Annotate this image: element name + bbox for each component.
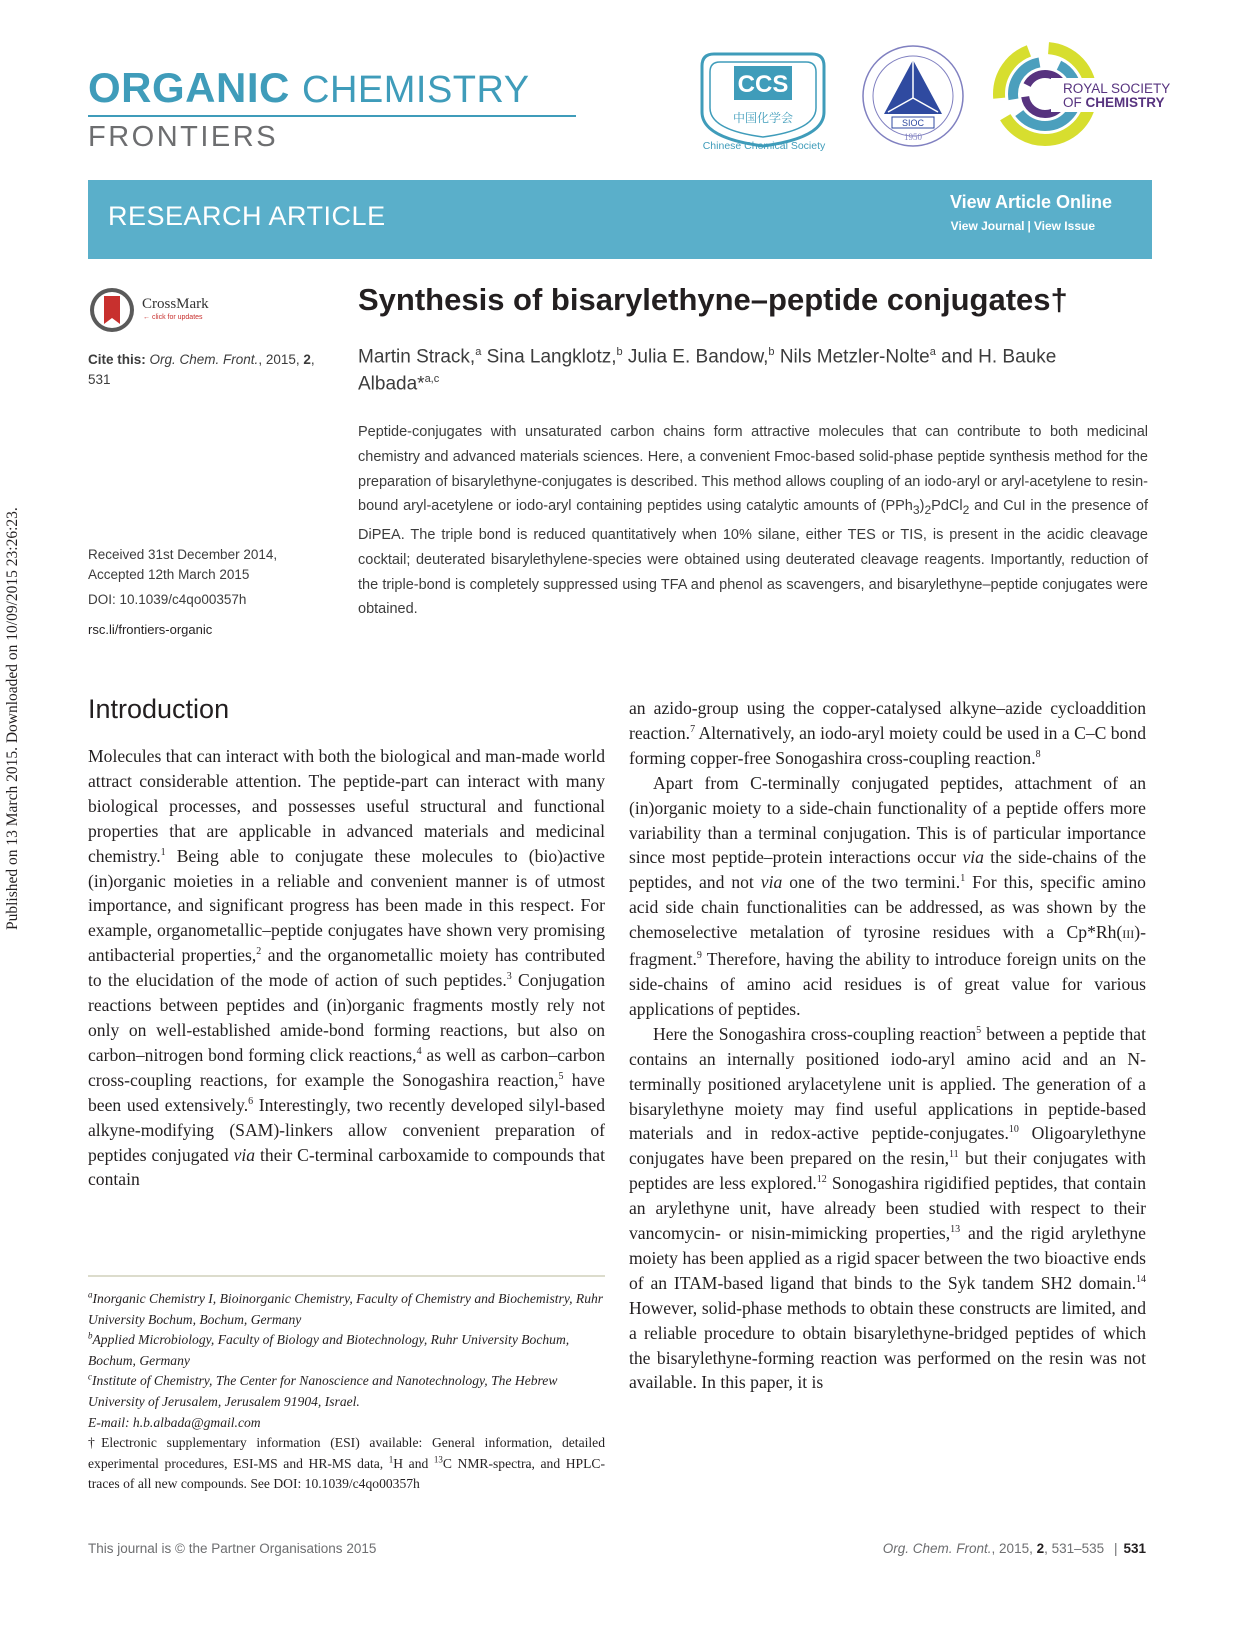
article-type-banner	[88, 180, 1152, 259]
affiliation-a: $^a$Inorganic Chemistry I, Bioinorganic Chemistry, Faculty of Chemistry and Biochemistry, Ruhr University Bochum, Bochum, Germany	[88, 1289, 604, 1327]
publication-stamp: Published on 13 March 2015. Downloaded on 10/09/2015 23:26:23.	[4, 507, 21, 930]
view-article-online-link[interactable]: View Article Online	[949, 192, 1112, 212]
view-issue-link[interactable]: View Issue	[1033, 219, 1095, 233]
page-number: 531	[1123, 1541, 1146, 1556]
article-type-label: RESEARCH ARTICLE	[108, 201, 386, 231]
journal-title	[88, 64, 530, 112]
cite-volume: 2	[303, 352, 311, 367]
doi[interactable]: DOI: 10.1039/c4qo00357h	[88, 592, 247, 607]
paragraph: Molecules that can interact with both the biological and man-made world attract considerable attention. The peptide-part can interact with many biological processes, and possesses useful structural and functional properties that are applicable in advanced materials and medicinal chemistry.$^1$ Being able to conjugate these molecules to (bio)active (in)organic moieties in a reliable and convenient manner is of utmost importance, and significant progress has been made in this respect. For example, organometallic–peptide conjugates have shown very promising antibacterial properties,$^2$ and the organometallic moiety has contributed to the elucidation of the mode of action of such peptides.$^3$ Conjugation reactions between peptides and (in)organic fragments mostly rely not only on well-established amide-bond forming reactions, but also on carbon–nitrogen bond forming click reactions,$^4$ as well as carbon–carbon cross-coupling reactions, for example the Sonogashira reaction,$^5$ have been used extensively.$^6$ Interestingly, two recently developed silyl-based alkyne-modifying (SAM)-linkers allow convenient preparation of peptides conjugated via their C-terminal carboxamide to compounds that contain	[88, 746, 605, 1190]
sioc-logo	[858, 42, 968, 150]
received-dates	[88, 545, 328, 585]
author: Sina Langklotz,	[481, 346, 617, 368]
ccs-mark: CCS	[737, 71, 789, 98]
section-heading-introduction: Introduction	[88, 694, 230, 724]
footer-separator: |	[1113, 1541, 1118, 1556]
copyright-footer: This journal is © the Partner Organisations 2015	[88, 1541, 377, 1556]
view-journal-link[interactable]: View Journal	[950, 219, 1025, 233]
crossmark-icon	[88, 286, 136, 334]
ccs-chinese-name: 中国化学会	[732, 111, 794, 125]
affiliation-b: $^b$Applied Microbiology, Faculty of Biology and Biotechnology, Ruhr University Bochum, Bochum, Germany	[88, 1330, 570, 1368]
footer-journal: Org. Chem. Front.	[882, 1541, 992, 1556]
author: Martin Strack,	[358, 346, 476, 368]
journal-link[interactable]: rsc.li/frontiers-organic	[88, 622, 213, 637]
author-list: Martin Strack,$^a$ Sina Langklotz,$^b$ Julia E. Bandow,$^b$ Nils Metzler-Nolte$^a$ and H. Bauke Albada*$^{a,c}$	[358, 346, 1057, 395]
footer-volume: 2	[1036, 1541, 1045, 1556]
author: Julia E. Bandow,	[622, 346, 769, 368]
paragraph: Apart from C-terminally conjugated peptides, attachment of an (in)organic moiety to a side-chain functionality of a peptide offers more variability than a terminal conjugation. This is of particular importance since most peptide–protein interactions occur via the side-chains of the peptides, and not via one of the two termini.$^1$ For this, specific amino acid side chain functionalities can be addressed, as was shown by the chemoselective metalation of tyrosine residues with a Cp*Rh(III)-fragment.$^9$ Therefore, having the ability to introduce foreign units on the side-chains of amino acid residues is of great value for various applications of peptides.	[629, 772, 1147, 1019]
article-title: Synthesis of bisarylethyne–peptide conjugates†	[358, 282, 1068, 317]
cite-label: Cite this:	[88, 352, 146, 367]
footnotes	[88, 1289, 605, 1495]
ccs-name: Chinese Chemical Society	[702, 140, 826, 152]
cite-journal: Org. Chem. Front.	[149, 352, 259, 367]
affiliation-c: $^c$Institute of Chemistry, The Center for Nanoscience and Nanotechnology, The Hebrew University of Jerusalem, Jerusalem 91904, Israel.	[88, 1371, 558, 1409]
journal-title-rule	[88, 115, 576, 117]
sioc-label: SIOC	[901, 118, 925, 128]
esi-footnote: †Electronic supplementary information (ESI) available: General information, detailed experimental procedures, ESI-MS and HR-MS data, $^1$H and $^{13}$C NMR-spectra, and HPLC-traces of all new compounds. See DOI: 10.1039/c4qo00357h	[88, 1435, 605, 1492]
received-date: Received 31st December 2014,	[88, 547, 278, 562]
author: and H. Bauke Albada*	[358, 346, 1057, 395]
rsc-logo	[993, 42, 1173, 146]
crossmark-label: CrossMark	[142, 296, 209, 312]
accepted-date: Accepted 12th March 2015	[88, 567, 250, 582]
banner-links	[951, 219, 1095, 233]
body-column-left	[88, 744, 605, 1192]
sioc-year: 1950	[904, 132, 922, 142]
abstract: Peptide-conjugates with unsaturated carbon chains form attractive molecules that can contribute to both medicinal chemistry and advanced materials sciences. Here, a convenient Fmoc-based solid-phase peptide synthesis method for the preparation of bisarylethyne-conjugates is described. This method allows coupling of an iodo-aryl or aryl-acetylene to resin-bound aryl-acetylene or iodo-aryl containing peptides using catalytic amounts of $(PPh_3)_2PdCl_2$ and CuI in the presence of DiPEA. The triple bond is reduced quantitatively when 10% silane, either TES or TIS, is present in the acidic cleavage cocktail; deuterated bisarylethylene-species were obtained using deuterated cleavage reagents. Importantly, reduction of the triple-bond is completely suppressed using TFA and phenol as scavengers, and bisarylethyne–peptide conjugates were obtained.	[358, 424, 1148, 618]
journal-title-bold: ORGANIC	[88, 64, 290, 111]
ccs-logo	[694, 42, 832, 154]
author: Nils Metzler-Nolte	[774, 346, 930, 368]
paragraph: Here the Sonogashira cross-coupling reaction$^5$ between a peptide that contains an internally positioned iodo-aryl amino acid and an N-terminally positioned arylacetylene unit is applied. The generation of a bisarylethyne moiety may find useful applications in peptide-based materials and in redox-active peptide-conjugates.$^{10}$ Oligoarylethyne conjugates have been prepared on the resin,$^{11}$ but their conjugates with peptides are less explored.$^{12}$ Sonogashira rigidified peptides, that contain an arylethyne unit, have already been studied with respect to their vancomycin- or nisin-mimicking properties,$^{13}$ and the rigid arylethyne moiety has been applied as a rigid spacer between the two bioactive ends of an ITAM-based ligand that binds to the Syk tandem SH2 domain.$^{14}$ However, solid-phase methods to obtain these constructs are limited, and a reliable procedure to obtain bisarylethyne-bridged peptides of which the bisarylethyne-forming reaction was performed on the resin was not available. In this paper, it is	[629, 1023, 1147, 1393]
crossmark-sub-label: ← click for updates	[143, 314, 203, 321]
rsc-line2: OF CHEMISTRY	[1063, 95, 1165, 110]
citation: Cite this: Org. Chem. Front., 2015, 2, 531	[88, 352, 315, 387]
rsc-line1: ROYAL SOCIETY	[1063, 81, 1171, 96]
banner-separator: |	[1027, 219, 1031, 233]
crossmark-button[interactable]	[88, 286, 228, 336]
corresponding-email[interactable]: E-mail: h.b.albada@gmail.com	[88, 1414, 261, 1430]
paragraph: an azido-group using the copper-catalysed alkyne–azide cycloaddition reaction.$^7$ Alternatively, an iodo-aryl moiety could be used in a C–C bond forming copper-free Sonogashira cross-coupling reaction.$^8$	[629, 698, 1146, 768]
journal-subtitle: FRONTIERS	[88, 121, 279, 153]
citation-footer: Org. Chem. Front., 2015, 2, 531–535 | 531	[882, 1541, 1146, 1556]
body-column-right	[629, 696, 1146, 1395]
journal-title-light: CHEMISTRY	[302, 69, 530, 111]
footnote-divider	[88, 1275, 605, 1277]
